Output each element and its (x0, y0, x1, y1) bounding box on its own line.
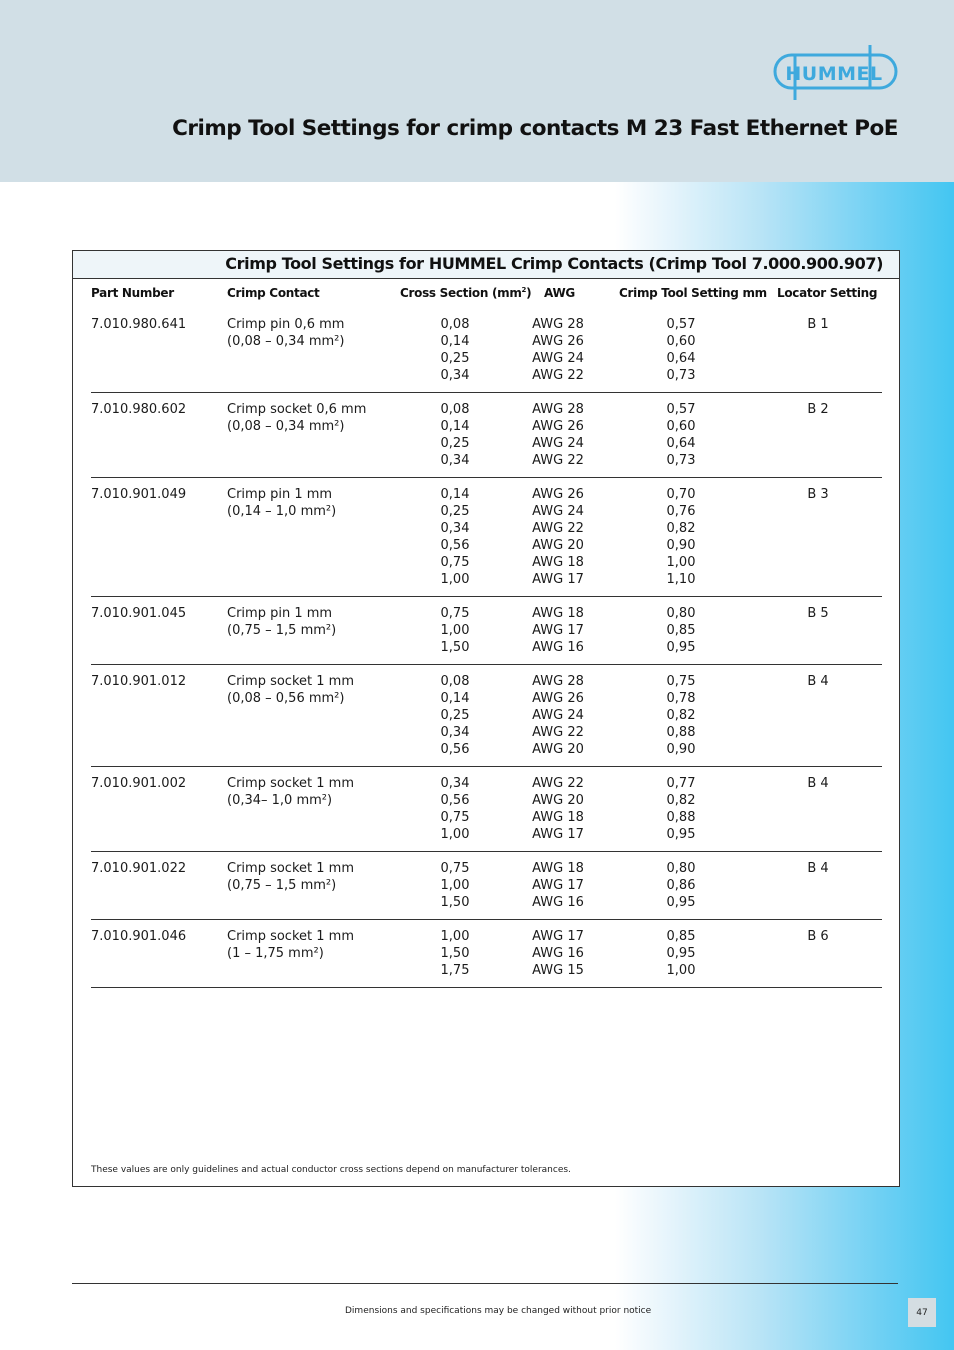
cross-section-cell-value: 0,14 (440, 691, 470, 706)
awg-cell-value: AWG 22 (532, 776, 584, 791)
awg-cell-value: AWG 28 (532, 317, 584, 332)
setting-cell-value: 0,57 (666, 317, 696, 332)
cross-section-cell (422, 401, 488, 469)
awg-cell-value: AWG 16 (532, 946, 584, 961)
setting-cell (663, 673, 699, 758)
table-row (91, 775, 882, 852)
awg-cell-value: AWG 20 (532, 538, 584, 553)
awg-cell-value: AWG 28 (532, 402, 584, 417)
setting-cell-value: 0,90 (666, 538, 696, 553)
cross-section-cell-value: 0,34 (440, 776, 470, 791)
setting-cell-value: 0,82 (666, 521, 696, 536)
awg-cell-value: AWG 24 (532, 504, 584, 519)
awg-cell-value: AWG 17 (532, 623, 584, 638)
cross-section-cell-value: 0,56 (440, 742, 470, 757)
part-number-cell-value: 7.010.901.002 (91, 776, 187, 791)
crimp-contact-cell-value: Crimp socket 1 mm (227, 929, 354, 944)
cross-section-cell (422, 316, 488, 384)
cross-section-cell-value: 1,50 (440, 946, 470, 961)
crimp-contact-cell-value: Crimp socket 1 mm (227, 674, 354, 689)
part-number-cell-value: 7.010.901.046 (91, 929, 187, 944)
cross-section-cell (422, 775, 488, 843)
cross-section-cell-value: 0,75 (440, 861, 470, 876)
cross-section-superscript: 2 (521, 286, 527, 294)
cross-section-cell-value: 1,00 (440, 929, 470, 944)
setting-cell-value: 0,82 (666, 708, 696, 723)
setting-cell-value: 0,78 (666, 691, 696, 706)
crimp-contact-cell-value: Crimp pin 1 mm (227, 487, 333, 502)
setting-cell (663, 401, 699, 469)
setting-cell-value: 0,88 (666, 810, 696, 825)
page-header (0, 0, 954, 182)
awg-cell (529, 860, 587, 911)
page-number: 47 (908, 1298, 936, 1327)
part-number-cell-value: 7.010.901.045 (91, 606, 187, 621)
setting-cell-value: 0,73 (666, 368, 696, 383)
crimp-contact-cell-value: (0,34– 1,0 mm²) (227, 793, 333, 808)
awg-cell-value: AWG 17 (532, 929, 584, 944)
cross-section-cell-value: 0,56 (440, 538, 470, 553)
locator-cell (803, 401, 833, 418)
setting-cell-value: 0,95 (666, 946, 696, 961)
cross-section-cell-value: 0,25 (440, 504, 470, 519)
cross-section-cell-value: 1,00 (440, 827, 470, 842)
awg-cell-value: AWG 24 (532, 351, 584, 366)
locator-cell (803, 605, 833, 622)
part-number-cell (91, 401, 186, 418)
cross-section-label: Cross Section (mm (400, 286, 522, 300)
cross-section-cell-value: 0,34 (440, 725, 470, 740)
awg-cell-value: AWG 26 (532, 419, 584, 434)
col-header-awg: AWG (544, 286, 575, 300)
table-row (91, 928, 882, 988)
awg-cell-value: AWG 22 (532, 521, 584, 536)
setting-cell-value: 0,85 (666, 929, 696, 944)
cross-section-cell (422, 928, 488, 979)
col-header-cross-section (400, 286, 531, 300)
cross-section-cell-value: 0,14 (440, 487, 470, 502)
cross-section-cell-value: 0,08 (440, 402, 470, 417)
footer-divider (72, 1283, 898, 1284)
setting-cell (663, 775, 699, 843)
cross-section-cell-value: 0,75 (440, 606, 470, 621)
awg-cell (529, 673, 587, 758)
setting-cell (663, 860, 699, 911)
cross-section-cell-value: 0,75 (440, 810, 470, 825)
setting-cell-value: 0,64 (666, 351, 696, 366)
crimp-contact-cell (227, 928, 354, 962)
awg-cell-value: AWG 17 (532, 878, 584, 893)
panel-title-bar (73, 251, 899, 279)
locator-cell (803, 775, 833, 792)
crimp-contact-cell-value: (0,08 – 0,34 mm²) (227, 419, 345, 434)
setting-cell-value: 0,77 (666, 776, 696, 791)
awg-cell-value: AWG 28 (532, 674, 584, 689)
part-number-cell-value: 7.010.980.602 (91, 402, 187, 417)
crimp-contact-cell (227, 316, 344, 350)
crimp-contact-cell-value: Crimp socket 0,6 mm (227, 402, 367, 417)
locator-cell (803, 860, 833, 877)
table-row (91, 860, 882, 920)
cross-section-cell-value: 0,75 (440, 555, 470, 570)
cross-section-cell-value: 0,56 (440, 793, 470, 808)
table-row (91, 401, 882, 478)
setting-cell-value: 0,73 (666, 453, 696, 468)
part-number-cell (91, 860, 186, 877)
setting-cell-value: 1,10 (666, 572, 696, 587)
awg-cell (529, 486, 587, 588)
cross-section-cell-value: 0,14 (440, 419, 470, 434)
awg-cell-value: AWG 20 (532, 742, 584, 757)
locator-cell (803, 673, 833, 690)
awg-cell (529, 316, 587, 384)
part-number-cell-value: 7.010.901.012 (91, 674, 187, 689)
footer-notice: Dimensions and specifications may be changed without prior notice (345, 1306, 652, 1316)
crimp-contact-cell (227, 860, 354, 894)
setting-cell-value: 0,60 (666, 334, 696, 349)
setting-cell-value: 0,75 (666, 674, 696, 689)
col-header-crimp-contact: Crimp Contact (227, 286, 320, 300)
setting-cell-value: 0,60 (666, 419, 696, 434)
setting-cell-value: 0,80 (666, 861, 696, 876)
crimp-contact-cell-value: (0,75 – 1,5 mm²) (227, 623, 337, 638)
table-row (91, 316, 882, 393)
part-number-cell-value: 7.010.901.049 (91, 487, 187, 502)
setting-cell-value: 1,00 (666, 963, 696, 978)
awg-cell-value: AWG 24 (532, 436, 584, 451)
cross-section-cell-value: 0,08 (440, 674, 470, 689)
setting-cell-value: 0,80 (666, 606, 696, 621)
awg-cell-value: AWG 22 (532, 725, 584, 740)
cross-section-cell-value: 0,34 (440, 453, 470, 468)
crimp-contact-cell (227, 605, 336, 639)
cross-section-cell-value: 0,25 (440, 436, 470, 451)
crimp-contact-cell-value: (0,08 – 0,34 mm²) (227, 334, 345, 349)
part-number-cell (91, 316, 186, 333)
setting-cell-value: 1,00 (666, 555, 696, 570)
setting-cell-value: 0,64 (666, 436, 696, 451)
awg-cell-value: AWG 18 (532, 810, 584, 825)
awg-cell-value: AWG 17 (532, 572, 584, 587)
awg-cell-value: AWG 20 (532, 793, 584, 808)
locator-cell (803, 928, 833, 945)
cross-section-cell-value: 1,00 (440, 878, 470, 893)
crimp-settings-panel (72, 250, 900, 1187)
table-row (91, 605, 882, 665)
cross-section-cell-value: 0,34 (440, 521, 470, 536)
table-row (91, 486, 882, 597)
setting-cell (663, 928, 699, 979)
cross-section-cell-value: 1,00 (440, 623, 470, 638)
hummel-logo (772, 42, 900, 104)
awg-cell-value: AWG 26 (532, 691, 584, 706)
table-row (91, 673, 882, 767)
cross-section-cell-value: 0,08 (440, 317, 470, 332)
crimp-contact-cell-value: (0,08 – 0,56 mm²) (227, 691, 345, 706)
awg-cell-value: AWG 16 (532, 895, 584, 910)
awg-cell-value: AWG 26 (532, 334, 584, 349)
panel-title: Crimp Tool Settings for HUMMEL Crimp Contacts (Crimp Tool 7.000.900.907) (225, 254, 883, 273)
crimp-contact-cell-value: Crimp pin 0,6 mm (227, 317, 345, 332)
cross-section-cell (422, 486, 488, 588)
part-number-cell (91, 486, 186, 503)
setting-cell-value: 0,82 (666, 793, 696, 808)
cross-section-label-end: ) (526, 286, 532, 300)
awg-cell (529, 928, 587, 979)
part-number-cell (91, 605, 186, 622)
awg-cell (529, 401, 587, 469)
part-number-cell (91, 673, 186, 690)
locator-cell-value: B 1 (807, 317, 829, 332)
awg-cell (529, 775, 587, 843)
cross-section-cell-value: 0,34 (440, 368, 470, 383)
setting-cell-value: 0,88 (666, 725, 696, 740)
locator-cell-value: B 4 (807, 861, 829, 876)
locator-cell-value: B 4 (807, 776, 829, 791)
col-header-setting: Crimp Tool Setting mm (619, 286, 767, 300)
locator-cell (803, 316, 833, 333)
awg-cell-value: AWG 24 (532, 708, 584, 723)
crimp-contact-cell-value: (1 – 1,75 mm²) (227, 946, 324, 961)
part-number-cell (91, 928, 186, 945)
awg-cell (529, 605, 587, 656)
cross-section-cell-value: 1,75 (440, 963, 470, 978)
part-number-cell-value: 7.010.901.022 (91, 861, 187, 876)
setting-cell (663, 605, 699, 656)
awg-cell-value: AWG 18 (532, 861, 584, 876)
part-number-cell-value: 7.010.980.641 (91, 317, 187, 332)
setting-cell-value: 0,85 (666, 623, 696, 638)
setting-cell-value: 0,76 (666, 504, 696, 519)
crimp-contact-cell-value: Crimp socket 1 mm (227, 861, 354, 876)
logo-text: HUMMEL (785, 63, 883, 85)
crimp-contact-cell-value: Crimp socket 1 mm (227, 776, 354, 791)
awg-cell-value: AWG 17 (532, 827, 584, 842)
crimp-contact-cell-value: (0,75 – 1,5 mm²) (227, 878, 337, 893)
locator-cell-value: B 4 (807, 674, 829, 689)
cross-section-cell-value: 0,14 (440, 334, 470, 349)
setting-cell-value: 0,86 (666, 878, 696, 893)
crimp-contact-cell-value: (0,14 – 1,0 mm²) (227, 504, 337, 519)
crimp-contact-cell-value: Crimp pin 1 mm (227, 606, 333, 621)
cross-section-cell-value: 0,25 (440, 708, 470, 723)
locator-cell-value: B 6 (807, 929, 829, 944)
footnote: These values are only guidelines and actual conductor cross sections depend on manufacturer tolerances. (91, 1165, 571, 1175)
setting-cell-value: 0,95 (666, 640, 696, 655)
locator-cell (803, 486, 833, 503)
crimp-contact-cell (227, 673, 354, 707)
crimp-contact-cell (227, 486, 336, 520)
awg-cell-value: AWG 18 (532, 555, 584, 570)
setting-cell-value: 0,70 (666, 487, 696, 502)
col-header-locator: Locator Setting (777, 286, 878, 300)
crimp-contact-cell (227, 401, 366, 435)
page-title: Crimp Tool Settings for crimp contacts M 23 Fast Ethernet PoE (172, 116, 898, 141)
setting-cell (663, 486, 699, 588)
awg-cell-value: AWG 15 (532, 963, 584, 978)
cross-section-cell-value: 1,50 (440, 640, 470, 655)
awg-cell-value: AWG 22 (532, 368, 584, 383)
setting-cell-value: 0,57 (666, 402, 696, 417)
awg-cell-value: AWG 22 (532, 453, 584, 468)
cross-section-cell (422, 673, 488, 758)
cross-section-cell (422, 860, 488, 911)
crimp-contact-cell (227, 775, 354, 809)
awg-cell-value: AWG 18 (532, 606, 584, 621)
locator-cell-value: B 2 (807, 402, 829, 417)
awg-cell-value: AWG 16 (532, 640, 584, 655)
locator-cell-value: B 3 (807, 487, 829, 502)
cross-section-cell-value: 1,00 (440, 572, 470, 587)
locator-cell-value: B 5 (807, 606, 829, 621)
part-number-cell (91, 775, 186, 792)
setting-cell (663, 316, 699, 384)
setting-cell-value: 0,95 (666, 895, 696, 910)
cross-section-cell (422, 605, 488, 656)
setting-cell-value: 0,95 (666, 827, 696, 842)
cross-section-cell-value: 1,50 (440, 895, 470, 910)
setting-cell-value: 0,90 (666, 742, 696, 757)
cross-section-cell-value: 0,25 (440, 351, 470, 366)
col-header-part-number: Part Number (91, 286, 174, 300)
awg-cell-value: AWG 26 (532, 487, 584, 502)
